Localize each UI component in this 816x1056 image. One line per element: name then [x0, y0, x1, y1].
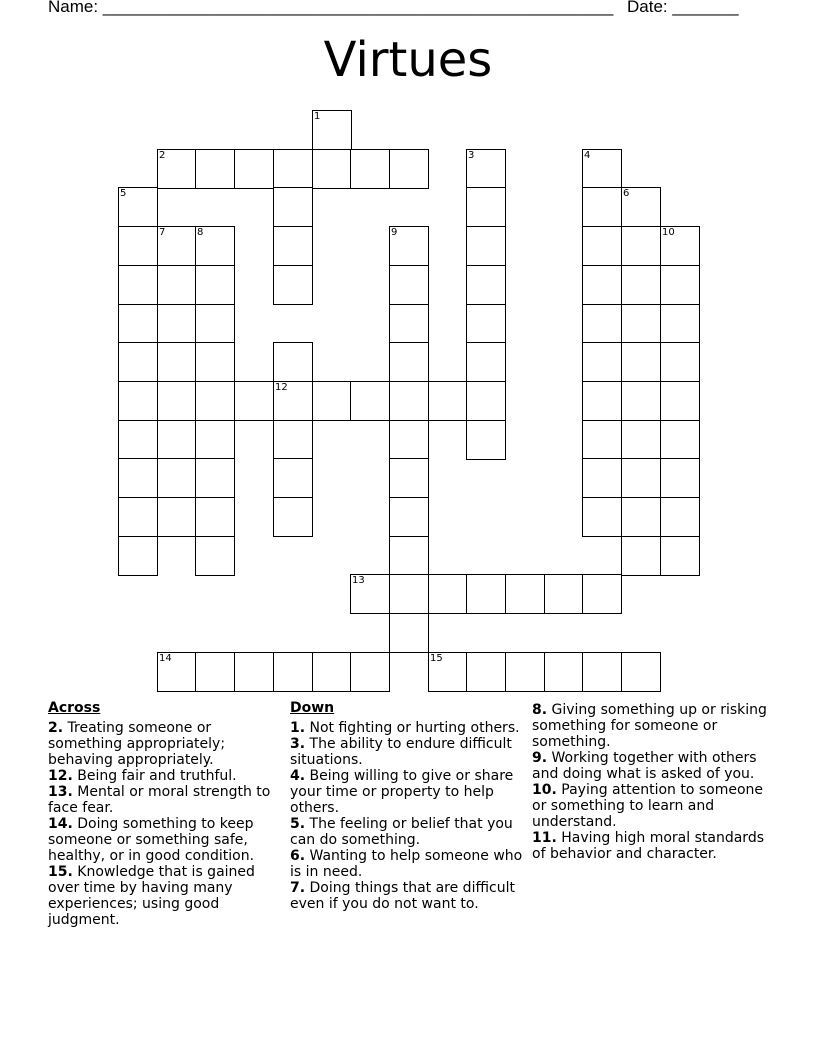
clue-text: Wanting to help someone who is in need.: [290, 848, 523, 880]
clue-number-label: 11.: [532, 830, 557, 846]
grid-cell-r3-c14[interactable]: [660, 226, 700, 266]
grid-cell-r8-c9[interactable]: [466, 420, 506, 460]
grid-cell-r2-c4[interactable]: [273, 187, 313, 227]
grid-cell-r6-c14[interactable]: [660, 342, 700, 382]
clue-item: [532, 830, 767, 862]
clue-text: Mental or moral strength to face fear.: [48, 784, 271, 816]
grid-cell-r6-c12[interactable]: [582, 342, 622, 382]
grid-cell-r14-c10[interactable]: [505, 652, 545, 692]
clue-text: Doing something to keep someone or something safe, healthy, or in good condition.: [48, 816, 255, 864]
grid-cell-r5-c7[interactable]: [389, 304, 429, 344]
grid-cell-r6-c9[interactable]: [466, 342, 506, 382]
grid-cell-r10-c13[interactable]: [621, 497, 661, 537]
grid-cell-r4-c12[interactable]: [582, 265, 622, 305]
grid-cell-r7-c0[interactable]: [118, 381, 158, 421]
grid-cell-r11-c14[interactable]: [660, 536, 700, 576]
grid-cell-r5-c13[interactable]: [621, 304, 661, 344]
grid-cell-r6-c7[interactable]: [389, 342, 429, 382]
clue-number: 13: [352, 575, 365, 586]
clue-number: 1: [314, 111, 321, 122]
grid-cell-r14-c1[interactable]: [157, 652, 197, 692]
grid-cell-r1-c2[interactable]: [195, 149, 235, 189]
grid-cell-r9-c4[interactable]: [273, 458, 313, 498]
grid-cell-r1-c1[interactable]: [157, 149, 197, 189]
grid-cell-r6-c0[interactable]: [118, 342, 158, 382]
grid-cell-r1-c5[interactable]: [312, 149, 352, 189]
grid-cell-r1-c3[interactable]: [234, 149, 274, 189]
grid-cell-r12-c10[interactable]: [505, 574, 545, 614]
clue-text: Paying attention to someone or something to learn and understand.: [532, 782, 764, 830]
grid-cell-r8-c2[interactable]: [195, 420, 235, 460]
grid-cell-r3-c2[interactable]: [195, 226, 235, 266]
clue-number: 15: [430, 653, 443, 664]
grid-cell-r7-c1[interactable]: [157, 381, 197, 421]
clue-number-label: 5.: [290, 816, 306, 832]
clue-number: 14: [159, 653, 172, 664]
clue-number: 4: [584, 150, 591, 161]
grid-cell-r1-c6[interactable]: [350, 149, 390, 189]
clue-number-label: 7.: [290, 880, 306, 896]
grid-cell-r2-c12[interactable]: [582, 187, 622, 227]
clue-item: [290, 720, 525, 736]
grid-cell-r7-c6[interactable]: [350, 381, 390, 421]
grid-cell-r8-c7[interactable]: [389, 420, 429, 460]
grid-cell-r7-c4[interactable]: [273, 381, 313, 421]
grid-cell-r4-c14[interactable]: [660, 265, 700, 305]
clue-item: [290, 736, 525, 768]
clue-item: [290, 768, 525, 816]
clue-text: Knowledge that is gained over time by having many experiences; using good judgment.: [48, 864, 255, 928]
grid-cell-r14-c6[interactable]: [350, 652, 390, 692]
grid-cell-r12-c9[interactable]: [466, 574, 506, 614]
clue-item: [48, 784, 283, 816]
grid-cell-r3-c1[interactable]: [157, 226, 197, 266]
grid-cell-r12-c8[interactable]: [428, 574, 468, 614]
down-heading: Down: [290, 700, 335, 716]
grid-cell-r13-c7[interactable]: [389, 613, 429, 653]
grid-cell-r8-c12[interactable]: [582, 420, 622, 460]
grid-cell-r7-c7[interactable]: [389, 381, 429, 421]
grid-cell-r8-c0[interactable]: [118, 420, 158, 460]
grid-cell-r9-c7[interactable]: [389, 458, 429, 498]
clue-number-label: 8.: [532, 702, 548, 718]
grid-cell-r10-c12[interactable]: [582, 497, 622, 537]
grid-cell-r7-c9[interactable]: [466, 381, 506, 421]
clue-number-label: 9.: [532, 750, 548, 766]
grid-cell-r12-c11[interactable]: [544, 574, 584, 614]
grid-cell-r8-c4[interactable]: [273, 420, 313, 460]
grid-cell-r10-c14[interactable]: [660, 497, 700, 537]
grid-cell-r8-c14[interactable]: [660, 420, 700, 460]
grid-cell-r5-c0[interactable]: [118, 304, 158, 344]
grid-cell-r5-c12[interactable]: [582, 304, 622, 344]
clue-text: Treating someone or something appropriately; behaving appropriately.: [48, 720, 226, 768]
grid-cell-r3-c7[interactable]: [389, 226, 429, 266]
clue-item: [290, 816, 525, 848]
clue-text: The feeling or belief that you can do something.: [290, 816, 513, 848]
clue-number-label: 12.: [48, 768, 73, 784]
grid-cell-r7-c2[interactable]: [195, 381, 235, 421]
grid-cell-r4-c1[interactable]: [157, 265, 197, 305]
grid-cell-r11-c0[interactable]: [118, 536, 158, 576]
down-clues: [290, 700, 525, 912]
grid-cell-r10-c1[interactable]: [157, 497, 197, 537]
grid-cell-r5-c2[interactable]: [195, 304, 235, 344]
clue-item: [48, 816, 283, 864]
grid-cell-r11-c2[interactable]: [195, 536, 235, 576]
grid-cell-r14-c11[interactable]: [544, 652, 584, 692]
clue-text: Being fair and truthful.: [72, 768, 237, 784]
grid-cell-r14-c3[interactable]: [234, 652, 274, 692]
grid-cell-r3-c4[interactable]: [273, 226, 313, 266]
clue-item: [532, 782, 767, 830]
grid-cell-r12-c12[interactable]: [582, 574, 622, 614]
clue-item: [532, 750, 767, 782]
clue-number-label: 4.: [290, 768, 306, 784]
grid-cell-r9-c0[interactable]: [118, 458, 158, 498]
grid-cell-r7-c3[interactable]: [234, 381, 274, 421]
clue-text: Working together with others and doing what is asked of you.: [532, 750, 757, 782]
clue-text: Not fighting or hurting others.: [305, 720, 520, 736]
grid-cell-r3-c13[interactable]: [621, 226, 661, 266]
grid-cell-r7-c13[interactable]: [621, 381, 661, 421]
grid-cell-r9-c14[interactable]: [660, 458, 700, 498]
grid-cell-r10-c7[interactable]: [389, 497, 429, 537]
grid-cell-r5-c1[interactable]: [157, 304, 197, 344]
clue-number: 6: [623, 188, 630, 199]
clue-text: Being willing to give or share your time or property to help others.: [290, 768, 514, 816]
grid-cell-r6-c1[interactable]: [157, 342, 197, 382]
grid-cell-r3-c0[interactable]: [118, 226, 158, 266]
grid-cell-r0-c5[interactable]: [312, 110, 352, 150]
clue-number: 5: [120, 188, 127, 199]
grid-cell-r8-c13[interactable]: [621, 420, 661, 460]
clue-number: 10: [662, 227, 675, 238]
clue-number: 7: [159, 227, 166, 238]
grid-cell-r10-c0[interactable]: [118, 497, 158, 537]
grid-cell-r7-c8[interactable]: [428, 381, 468, 421]
grid-cell-r14-c12[interactable]: [582, 652, 622, 692]
clue-item: [48, 720, 283, 768]
grid-cell-r1-c7[interactable]: [389, 149, 429, 189]
grid-cell-r9-c2[interactable]: [195, 458, 235, 498]
grid-cell-r8-c1[interactable]: [157, 420, 197, 460]
grid-cell-r5-c14[interactable]: [660, 304, 700, 344]
grid-cell-r5-c9[interactable]: [466, 304, 506, 344]
date-label: Date: _______: [627, 0, 739, 16]
clue-number-label: 2.: [48, 720, 64, 736]
grid-cell-r4-c0[interactable]: [118, 265, 158, 305]
clue-number-label: 13.: [48, 784, 73, 800]
clue-number-label: 14.: [48, 816, 73, 832]
grid-cell-r11-c13[interactable]: [621, 536, 661, 576]
grid-cell-r7-c14[interactable]: [660, 381, 700, 421]
down-clues-continued: [532, 702, 767, 862]
clue-item: [48, 768, 283, 784]
grid-cell-r1-c9[interactable]: [466, 149, 506, 189]
clue-item: [532, 702, 767, 750]
grid-cell-r12-c7[interactable]: [389, 574, 429, 614]
grid-cell-r10-c4[interactable]: [273, 497, 313, 537]
clue-number-label: 10.: [532, 782, 557, 798]
grid-cell-r2-c13[interactable]: [621, 187, 661, 227]
grid-cell-r7-c5[interactable]: [312, 381, 352, 421]
grid-cell-r4-c4[interactable]: [273, 265, 313, 305]
grid-cell-r3-c12[interactable]: [582, 226, 622, 266]
clue-number: 12: [275, 382, 288, 393]
grid-cell-r14-c2[interactable]: [195, 652, 235, 692]
clue-number-label: 6.: [290, 848, 306, 864]
grid-cell-r10-c2[interactable]: [195, 497, 235, 537]
grid-cell-r9-c12[interactable]: [582, 458, 622, 498]
clue-number: 8: [197, 227, 204, 238]
page-title: Virtues: [323, 32, 493, 88]
grid-cell-r1-c12[interactable]: [582, 149, 622, 189]
grid-cell-r14-c8[interactable]: [428, 652, 468, 692]
clue-item: [290, 880, 525, 912]
grid-cell-r2-c0[interactable]: [118, 187, 158, 227]
grid-cell-r4-c9[interactable]: [466, 265, 506, 305]
clue-number: 3: [468, 150, 475, 161]
clue-text: The ability to endure difficult situations.: [290, 736, 512, 768]
grid-cell-r7-c12[interactable]: [582, 381, 622, 421]
clue-number-label: 15.: [48, 864, 73, 880]
grid-cell-r6-c4[interactable]: [273, 342, 313, 382]
grid-cell-r9-c1[interactable]: [157, 458, 197, 498]
clue-number-label: 1.: [290, 720, 306, 736]
grid-cell-r2-c9[interactable]: [466, 187, 506, 227]
grid-cell-r14-c13[interactable]: [621, 652, 661, 692]
grid-cell-r4-c2[interactable]: [195, 265, 235, 305]
grid-cell-r6-c13[interactable]: [621, 342, 661, 382]
grid-cell-r14-c4[interactable]: [273, 652, 313, 692]
clue-number-label: 3.: [290, 736, 306, 752]
grid-cell-r6-c2[interactable]: [195, 342, 235, 382]
clue-number: 2: [159, 150, 166, 161]
clue-item: [48, 864, 283, 928]
name-label: Name: ______________________________________________________: [48, 0, 614, 16]
grid-cell-r11-c7[interactable]: [389, 536, 429, 576]
clue-text: Giving something up or risking something for someone or something.: [532, 702, 767, 750]
grid-cell-r1-c4[interactable]: [273, 149, 313, 189]
grid-cell-r9-c13[interactable]: [621, 458, 661, 498]
grid-cell-r4-c7[interactable]: [389, 265, 429, 305]
across-heading: Across: [48, 700, 101, 716]
across-clues: [48, 700, 283, 928]
grid-cell-r4-c13[interactable]: [621, 265, 661, 305]
grid-cell-r12-c6[interactable]: [350, 574, 390, 614]
clue-text: Doing things that are difficult even if you do not want to.: [290, 880, 515, 912]
clue-text: Having high moral standards of behavior and character.: [532, 830, 764, 862]
clue-number: 9: [391, 227, 398, 238]
grid-cell-r14-c5[interactable]: [312, 652, 352, 692]
grid-cell-r14-c9[interactable]: [466, 652, 506, 692]
clue-item: [290, 848, 525, 880]
grid-cell-r3-c9[interactable]: [466, 226, 506, 266]
